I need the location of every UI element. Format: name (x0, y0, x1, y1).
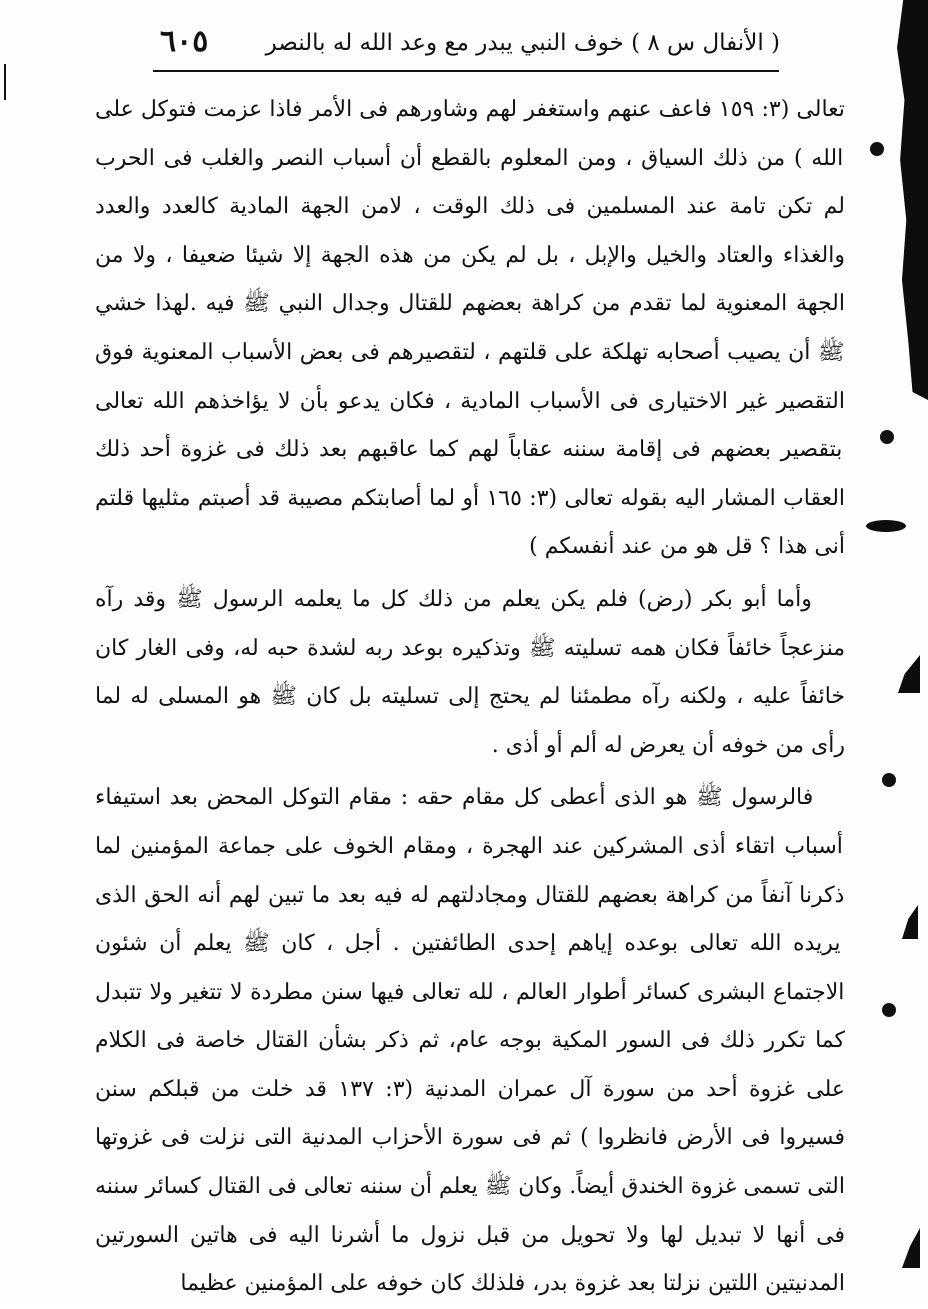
binding-hole (882, 773, 896, 787)
page-header (150, 24, 780, 68)
binding-hole (880, 430, 894, 444)
paragraph-1 (95, 86, 845, 572)
scan-edge-mark (902, 905, 918, 939)
text-line: تعالى بتقصير بعضهم فى إقامة سننه عقاباً لهم كما عاقبهم بعد ذلك فى غزوة أحد ذلك (95, 388, 843, 463)
text-line: غزوة الخندق أيضاً. وكان ﷺ يعلم أن سننه تعالى فى القتال كسائر سننه فى أنها (95, 1174, 845, 1248)
paragraph-2 (95, 576, 845, 770)
scan-edge-shadow (866, 0, 928, 400)
text-line: العقاب المشار اليه بقوله تعالى (٣: ١٦٥ أو لما أصابتكم مصيبة قد أصبتم مثليها قلتم أنى (95, 485, 846, 560)
scan-edge-mark (866, 520, 906, 532)
text-line: هذا ؟ قل هو من عند أنفسكم ) (529, 534, 808, 560)
text-line: كان خائفاً عليه ، ولكنه رآه مطمئنا لم يحتج إلى تسليته بل كان ﷺ هو المسلى له (95, 635, 845, 710)
text-line: غزوة أحد من سورة آل عمران المدنية (٣: ١٣٧ قد خلت من قبلكم سنن فسيروا فى (95, 1076, 845, 1151)
page-number: ٦٠٥ (160, 24, 209, 59)
text-line: منزعجاً خائفاً فكان همه تسليته ﷺ وتذكيره بوعد ربه لشدة حبه له، وفى الغار (128, 635, 845, 661)
text-line: لما رأى من خوفه أن يعرض له ألم أو أذى . (95, 684, 845, 758)
text-line: لم تكن تامة عند المسلمين فى ذلك الوقت ، لامن الجهة المادية كالعدد والعدد والغذاء (95, 194, 845, 268)
text-line: الاجتماع البشرى كسائر أطوار العالم ، لله تعالى فيها سنن مطردة لا تتغير ولا تتبدل (95, 979, 845, 1005)
text-line: أسباب اتقاء أذى المشركين عند الهجرة ، ومقام الخوف على جماعة المؤمنين لما (95, 833, 843, 859)
paragraph-3 (95, 774, 845, 1309)
binding-hole (870, 142, 884, 156)
body-text (95, 86, 845, 1309)
text-line: الأرض فانظروا ) ثم فى سورة الأحزاب المدنية التى نزلت فى غزوتها التى تسمى (95, 1125, 845, 1200)
text-line: ذكرنا آنفاً من كراهة بعضهم للقتال ومجادلتهم له فيه بعد ما تبين لهم أنه الحق الذى (95, 882, 845, 908)
binding-hole (882, 1003, 896, 1017)
text-line: التقصير غير الاختيارى فى الأسباب المادية ، فكان يدعو بأن لا يؤاخذهم الله (143, 388, 845, 414)
header-rule (153, 70, 779, 72)
text-line: اللتين نزلتا بعد غزوة بدر، فلذلك كان خوفه على المؤمنين عظيما (180, 1271, 759, 1297)
text-line: لا تبديل لها ولا تحويل من قبل نزول ما أشرنا اليه فى هاتين السورتين المدنيتين (95, 1222, 845, 1297)
scan-edge-mark (898, 655, 920, 693)
text-line: الله ) من ذلك السياق ، ومن المعلوم بالقطع أن أسباب النصر والغلب فى الحرب (95, 145, 844, 171)
text-line: المعنوية لما تقدم من كراهة بعضهم للقتال وجدال النبي ﷺ فيه .لهذا خشي ﷺ (95, 291, 845, 365)
text-line: تعالى (٣: ١٥٩ فاعف عنهم واستغفر لهم وشاورهم فى الأمر فاذا عزمت فتوكل على (95, 97, 845, 122)
running-title: ( الأنفال س ٨ ) خوف النبي يبدر مع وعد الله له بالنصر (265, 30, 780, 56)
text-line: فالرسول ﷺ هو الذى أعطى كل مقام حقه : مقام التوكل المحض بعد استيفاء (95, 785, 814, 811)
text-line: كما تكرر ذلك فى السور المكية بوجه عام، ثم ذكر بشأن القتال خاصة فى الكلام على (95, 1028, 846, 1102)
text-line: أن يصيب أصحابه تهلكة على قلتهم ، لتقصيرهم فى بعض الأسباب المعنوية فوق (95, 339, 811, 365)
text-line: والعتاد والخيل والإبل ، بل لم يكن من هذه الجهة إلا شيئا ضعيفا ، ولا من الجهة (95, 242, 845, 317)
text-line: وأما أبو بكر (رض) فلم يكن يعلم من ذلك كل ما يعلمه الرسول ﷺ وقد رآه (95, 586, 812, 612)
text-line: يريده الله تعالى بوعده إياهم إحدى الطائفتين . أجل ، كان ﷺ يعلم أن شئون (95, 931, 841, 957)
scan-edge-mark (902, 1228, 920, 1268)
margin-mark (4, 64, 6, 100)
